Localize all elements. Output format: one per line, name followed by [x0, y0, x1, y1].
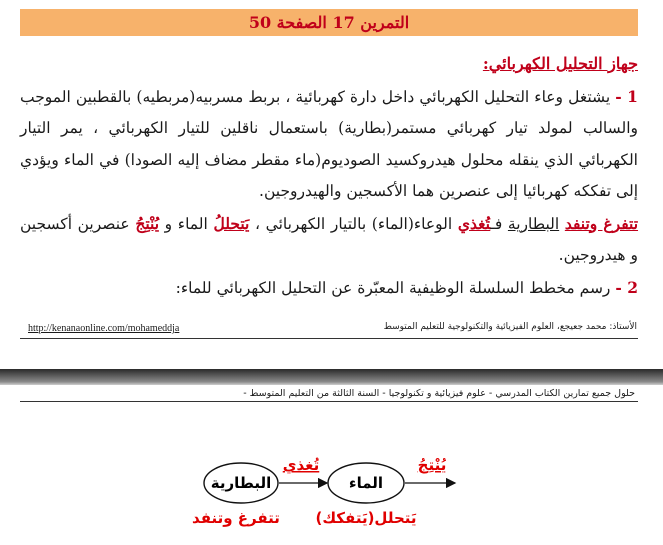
- page-separator: [0, 369, 663, 385]
- produces-label: يُنْتِجُ: [417, 456, 447, 474]
- phrase-so: فـ: [490, 214, 503, 233]
- answer-text-2: رسم مخطط السلسلة الوظيفية المعبّرة عن التحليل الكهربائي للماء:: [175, 278, 611, 297]
- footer-divider: [20, 338, 638, 339]
- answer-text-1: يشتغل وعاء التحليل الكهربائي داخل دارة كهربائية ، بربط مسربيه(مربطيه) بالقطبين الموجب والسالب لمولد تيار كهربائي مستمر(بطارية) باستعمال ناقلين للتيار الكهربائي ، يمر التيار الكهربائي الذي ينقله محلول هيدروكسيد الصوديوم(ماء مقطر مضاف إليه الصودا) في الماء ويؤدي إلى تفككه كهربائيا إلى عنصرين هما الأكسجين والهيدروجين.: [20, 87, 638, 200]
- phrase-battery: البطارية: [507, 214, 560, 233]
- exercise-text: [20, 48, 638, 304]
- phrase-decomposes: يَتحللُ: [213, 213, 250, 233]
- answer-paragraph-3: [20, 272, 638, 305]
- header-divider: [20, 401, 638, 402]
- footer-author: الأستاذ: محمد جعيجع، العلوم الفيزيائية والتكنولوجية للتعليم المتوسط: [383, 322, 637, 332]
- answer-paragraph-1: [20, 81, 638, 208]
- water-label: الماء: [348, 474, 384, 492]
- phrase-water: الماء و: [164, 214, 208, 233]
- feeds-label: تُغذي: [282, 456, 320, 474]
- battery-label: البطارية: [210, 474, 272, 492]
- answer-number-2: 2 -: [615, 277, 638, 297]
- battery-caption: تتفرغ وتنفد: [192, 509, 280, 527]
- phrase-feeds: تُغذي: [457, 213, 491, 233]
- phrase-elements: عنصرين أكسجين و هيدروجين.: [20, 214, 638, 264]
- exercise-title: التمرين 17 الصفحة 50: [20, 9, 638, 36]
- section-heading: جهاز التحليل الكهربائي:: [482, 54, 638, 73]
- footer-url[interactable]: http://kenanaonline.com/mohameddja: [28, 323, 180, 334]
- answer-number-1: 1 -: [615, 86, 638, 106]
- answer-paragraph-2: [20, 208, 638, 272]
- functional-chain-diagram: [0, 420, 663, 545]
- phrase-discharge: تتفرغ وتنفد: [564, 213, 639, 233]
- water-caption: يَتحلل(يَتفكك): [315, 509, 417, 527]
- phrase-produces: يُنْتِجُ: [135, 213, 160, 233]
- phrase-vessel: الوعاء(الماء) بالتيار الكهربائي ،: [255, 214, 453, 233]
- page-header: حلول جميع تمارين الكتاب المدرسي - علوم فيزيائية و تكنولوجيا - السنة الثالثة من التعليم المتوسط -: [243, 388, 635, 399]
